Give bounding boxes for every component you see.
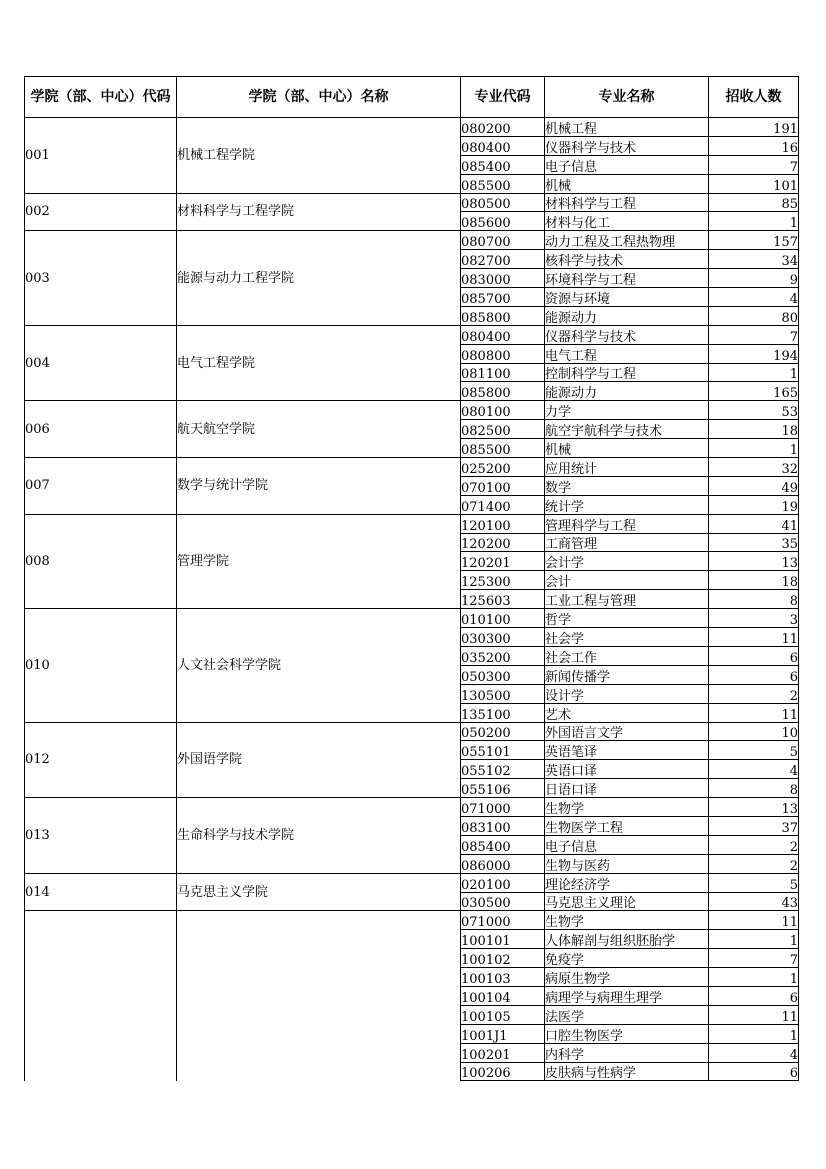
major-name-cell: 艺术 [545,703,709,722]
major-name-cell: 机械 [545,439,709,458]
enrollment-count-cell: 5 [709,873,799,892]
enrollment-count-cell: 85 [709,193,799,212]
college-name-cell: 能源与动力工程学院 [177,231,461,325]
major-name-cell: 设计学 [545,684,709,703]
enrollment-count-cell: 18 [709,420,799,439]
table-row [25,798,799,817]
major-name-cell: 社会学 [545,628,709,647]
table-row [25,911,799,930]
major-code-cell: 071400 [461,495,545,514]
major-name-cell: 仪器科学与技术 [545,136,709,155]
table-row [25,193,799,212]
enrollment-count-cell: 2 [709,854,799,873]
enrollment-count-cell: 2 [709,684,799,703]
major-code-cell: 010100 [461,609,545,628]
major-name-cell: 内科学 [545,1043,709,1062]
enrollment-count-cell: 4 [709,288,799,307]
major-code-cell: 035200 [461,646,545,665]
major-code-cell: 125300 [461,571,545,590]
college-name-cell: 电气工程学院 [177,325,461,401]
major-name-cell: 统计学 [545,495,709,514]
enrollment-count-cell: 1 [709,1024,799,1043]
major-code-cell: 120200 [461,533,545,552]
major-code-cell: 086000 [461,854,545,873]
major-code-cell: 100103 [461,968,545,987]
table-row [25,401,799,420]
major-name-cell: 口腔生物医学 [545,1024,709,1043]
major-name-cell: 机械工程 [545,118,709,137]
college-code-cell: 013 [25,798,177,874]
enrollment-count-cell: 2 [709,835,799,854]
college-name-cell: 材料科学与工程学院 [177,193,461,231]
major-name-cell: 材料与化工 [545,212,709,231]
major-code-cell: 081100 [461,363,545,382]
enrollment-count-cell: 157 [709,231,799,250]
enrollment-count-cell: 4 [709,760,799,779]
college-code-cell: 001 [25,118,177,194]
major-name-cell: 机械 [545,174,709,193]
table-body [25,118,799,1081]
major-code-cell: 1001J1 [461,1024,545,1043]
enrollment-count-cell: 165 [709,382,799,401]
major-name-cell: 工商管理 [545,533,709,552]
college-name-cell: 外国语学院 [177,722,461,798]
major-name-cell: 管理科学与工程 [545,514,709,533]
major-code-cell: 120201 [461,552,545,571]
major-code-cell: 100102 [461,949,545,968]
major-code-cell: 055101 [461,741,545,760]
major-code-cell: 055106 [461,779,545,798]
college-code-cell: 008 [25,514,177,608]
college-name-cell: 航天航空学院 [177,401,461,458]
table-row [25,458,799,477]
major-name-cell: 病理学与病理生理学 [545,986,709,1005]
header-college-name: 学院（部、中心）名称 [177,77,461,118]
major-code-cell: 100206 [461,1062,545,1081]
college-code-cell: 014 [25,873,177,911]
enrollment-count-cell: 13 [709,798,799,817]
major-name-cell: 工业工程与管理 [545,590,709,609]
major-code-cell: 135100 [461,703,545,722]
table-row [25,722,799,741]
major-code-cell: 085400 [461,835,545,854]
major-code-cell: 085500 [461,174,545,193]
major-name-cell: 生物学 [545,798,709,817]
major-code-cell: 050200 [461,722,545,741]
major-code-cell: 085600 [461,212,545,231]
major-name-cell: 免疫学 [545,949,709,968]
major-code-cell: 080400 [461,136,545,155]
major-name-cell: 材料科学与工程 [545,193,709,212]
major-name-cell: 皮肤病与性病学 [545,1062,709,1081]
enrollment-count-cell: 6 [709,665,799,684]
major-code-cell: 082500 [461,420,545,439]
table-row [25,231,799,250]
table-row [25,609,799,628]
header-count: 招收人数 [709,77,799,118]
major-code-cell: 020100 [461,873,545,892]
major-code-cell: 080500 [461,193,545,212]
major-code-cell: 080400 [461,325,545,344]
major-name-cell: 理论经济学 [545,873,709,892]
college-code-cell: 002 [25,193,177,231]
major-name-cell: 生物学 [545,911,709,930]
major-name-cell: 法医学 [545,1005,709,1024]
enrollment-count-cell: 80 [709,306,799,325]
enrollment-count-cell: 194 [709,344,799,363]
major-code-cell: 082700 [461,250,545,269]
major-code-cell: 071000 [461,798,545,817]
enrollment-count-cell: 7 [709,325,799,344]
major-name-cell: 日语口译 [545,779,709,798]
major-code-cell: 083100 [461,816,545,835]
college-code-cell: 010 [25,609,177,722]
college-name-cell: 管理学院 [177,514,461,608]
college-name-cell: 机械工程学院 [177,118,461,194]
major-name-cell: 环境科学与工程 [545,269,709,288]
major-name-cell: 电子信息 [545,155,709,174]
enrollment-count-cell: 3 [709,609,799,628]
major-code-cell: 100101 [461,930,545,949]
enrollment-count-cell: 32 [709,458,799,477]
major-code-cell: 080100 [461,401,545,420]
enrollment-count-cell: 19 [709,495,799,514]
enrollment-count-cell: 43 [709,892,799,911]
enrollment-count-cell: 11 [709,703,799,722]
college-code-cell: 007 [25,458,177,515]
major-name-cell: 哲学 [545,609,709,628]
major-name-cell: 人体解剖与组织胚胎学 [545,930,709,949]
college-name-cell: 人文社会科学学院 [177,609,461,722]
table-header [25,77,799,118]
major-name-cell: 力学 [545,401,709,420]
enrollment-count-cell: 1 [709,363,799,382]
table-row [25,514,799,533]
enrollment-count-cell: 1 [709,439,799,458]
college-code-cell: 003 [25,231,177,325]
enrollment-count-cell: 16 [709,136,799,155]
enrollment-count-cell: 8 [709,590,799,609]
major-code-cell: 030500 [461,892,545,911]
enrollment-count-cell: 1 [709,212,799,231]
enrollment-count-cell: 7 [709,155,799,174]
header-row [25,77,799,118]
enrollment-count-cell: 41 [709,514,799,533]
enrollment-count-cell: 101 [709,174,799,193]
college-name-cell: 生命科学与技术学院 [177,798,461,874]
enrollment-count-cell: 10 [709,722,799,741]
header-major-code: 专业代码 [461,77,545,118]
major-code-cell: 100105 [461,1005,545,1024]
major-code-cell: 085800 [461,306,545,325]
college-code-cell [25,911,177,1081]
enrollment-count-cell: 18 [709,571,799,590]
major-name-cell: 生物医学工程 [545,816,709,835]
major-code-cell: 080700 [461,231,545,250]
major-code-cell: 030300 [461,628,545,647]
major-code-cell: 120100 [461,514,545,533]
major-code-cell: 083000 [461,269,545,288]
major-name-cell: 电子信息 [545,835,709,854]
enrollment-table [24,76,799,1081]
table-row [25,325,799,344]
major-code-cell: 080200 [461,118,545,137]
college-name-cell [177,911,461,1081]
enrollment-count-cell: 1 [709,930,799,949]
major-name-cell: 应用统计 [545,458,709,477]
major-name-cell: 控制科学与工程 [545,363,709,382]
enrollment-count-cell: 35 [709,533,799,552]
major-code-cell: 055102 [461,760,545,779]
major-code-cell: 050300 [461,665,545,684]
enrollment-count-cell: 13 [709,552,799,571]
major-name-cell: 航空宇航科学与技术 [545,420,709,439]
college-code-cell: 004 [25,325,177,401]
major-name-cell: 会计 [545,571,709,590]
major-code-cell: 085400 [461,155,545,174]
enrollment-count-cell: 6 [709,646,799,665]
college-code-cell: 006 [25,401,177,458]
major-name-cell: 数学 [545,476,709,495]
major-code-cell: 125603 [461,590,545,609]
major-name-cell: 生物与医药 [545,854,709,873]
major-code-cell: 025200 [461,458,545,477]
major-code-cell: 085500 [461,439,545,458]
enrollment-count-cell: 6 [709,986,799,1005]
major-name-cell: 马克思主义理论 [545,892,709,911]
major-name-cell: 动力工程及工程热物理 [545,231,709,250]
major-code-cell: 100201 [461,1043,545,1062]
enrollment-count-cell: 191 [709,118,799,137]
major-code-cell: 080800 [461,344,545,363]
major-name-cell: 新闻传播学 [545,665,709,684]
enrollment-count-cell: 11 [709,1005,799,1024]
enrollment-count-cell: 8 [709,779,799,798]
major-code-cell: 085700 [461,288,545,307]
major-code-cell: 085800 [461,382,545,401]
major-name-cell: 病原生物学 [545,968,709,987]
major-code-cell: 070100 [461,476,545,495]
header-major-name: 专业名称 [545,77,709,118]
enrollment-count-cell: 9 [709,269,799,288]
enrollment-count-cell: 53 [709,401,799,420]
enrollment-count-cell: 7 [709,949,799,968]
major-name-cell: 电气工程 [545,344,709,363]
major-code-cell: 130500 [461,684,545,703]
major-name-cell: 英语笔译 [545,741,709,760]
enrollment-count-cell: 6 [709,1062,799,1081]
major-name-cell: 社会工作 [545,646,709,665]
major-name-cell: 能源动力 [545,306,709,325]
enrollment-count-cell: 1 [709,968,799,987]
table-row [25,873,799,892]
major-name-cell: 仪器科学与技术 [545,325,709,344]
major-name-cell: 会计学 [545,552,709,571]
major-code-cell: 100104 [461,986,545,1005]
college-name-cell: 马克思主义学院 [177,873,461,911]
college-code-cell: 012 [25,722,177,798]
major-name-cell: 资源与环境 [545,288,709,307]
table-row [25,118,799,137]
major-name-cell: 英语口译 [545,760,709,779]
enrollment-count-cell: 34 [709,250,799,269]
college-name-cell: 数学与统计学院 [177,458,461,515]
enrollment-count-cell: 49 [709,476,799,495]
enrollment-count-cell: 5 [709,741,799,760]
major-name-cell: 能源动力 [545,382,709,401]
major-name-cell: 外国语言文学 [545,722,709,741]
enrollment-count-cell: 37 [709,816,799,835]
major-name-cell: 核科学与技术 [545,250,709,269]
enrollment-count-cell: 11 [709,628,799,647]
enrollment-count-cell: 11 [709,911,799,930]
enrollment-count-cell: 4 [709,1043,799,1062]
major-code-cell: 071000 [461,911,545,930]
header-college-code: 学院（部、中心）代码 [25,77,177,118]
